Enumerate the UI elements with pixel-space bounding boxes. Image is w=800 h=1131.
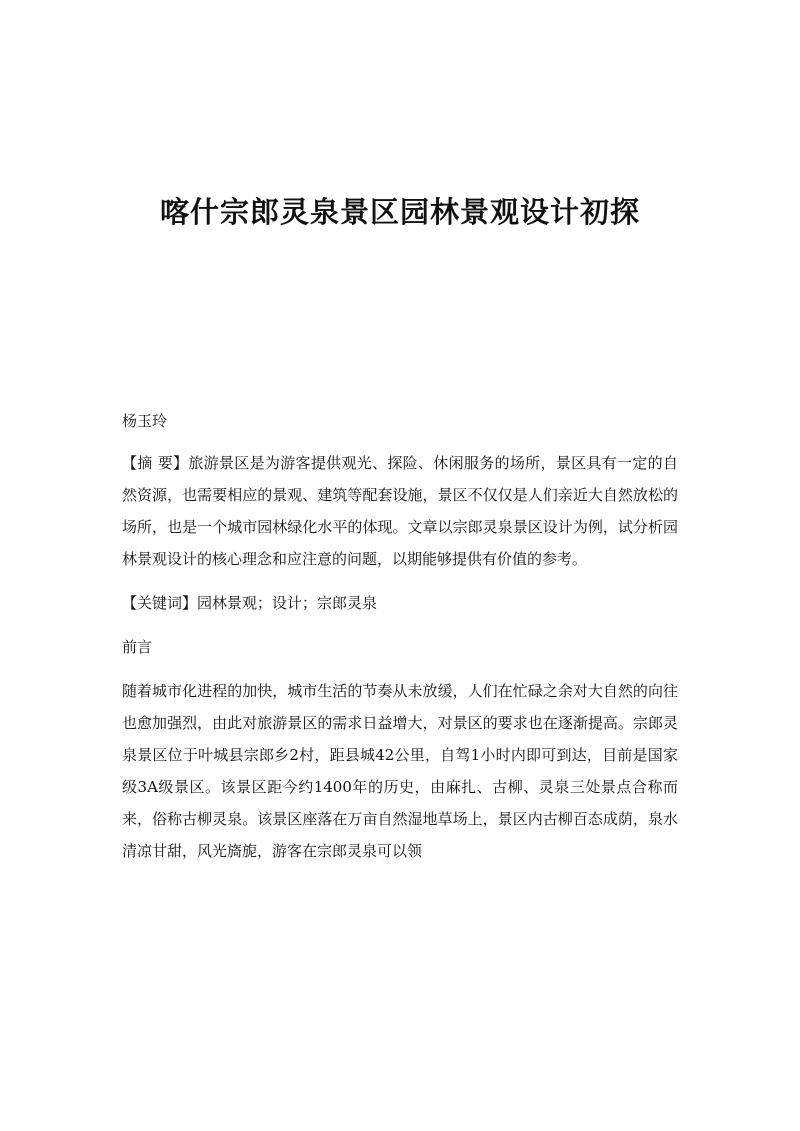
author-name: 杨玉玲 <box>122 412 168 430</box>
abstract-label: 【摘 要】 <box>122 454 189 472</box>
document-body <box>122 405 678 867</box>
abstract-text: 旅游景区是为游客提供观光、探险、休闲服务的场所，景区具有一定的自然资源，也需要相应的景观、建筑等配套设施，景区不仅仅是人们亲近大自然放松的场所，也是一个城市园林绿化水平的体现。文章以宗郎灵泉景区设计为例，试分析园林景观设计的核心理念和应注意的问题，以期能够提供有价值的参考。 <box>122 454 678 568</box>
keywords-text: 园林景观；设计；宗郎灵泉 <box>197 594 378 612</box>
body-paragraph: 随着城市化进程的加快，城市生活的节奏从未放缓，人们在忙碌之余对大自然的向往也愈加强烈，由此对旅游景区的需求日益增大，对景区的要求也在逐渐提高。宗郎灵泉景区位于叶城县宗郎乡2村，距县城42公里，自驾1小时内即可到达，目前是国家级3A级景区。该景区距今约1400年的历史，由麻扎、古柳、灵泉三处景点合称而来，俗称古柳灵泉。该景区座落在万亩自然湿地草场上，景区内古柳百态成荫，泉水清凉甘甜，风光旖旎，游客在宗郎灵泉可以领 <box>122 682 678 860</box>
keywords-label: 【关键词】 <box>122 594 198 612</box>
keywords-paragraph <box>122 587 678 619</box>
document-title: 喀什宗郎灵泉景区园林景观设计初探 <box>159 195 640 229</box>
abstract-paragraph <box>122 447 678 575</box>
section-heading: 前言 <box>122 638 153 656</box>
